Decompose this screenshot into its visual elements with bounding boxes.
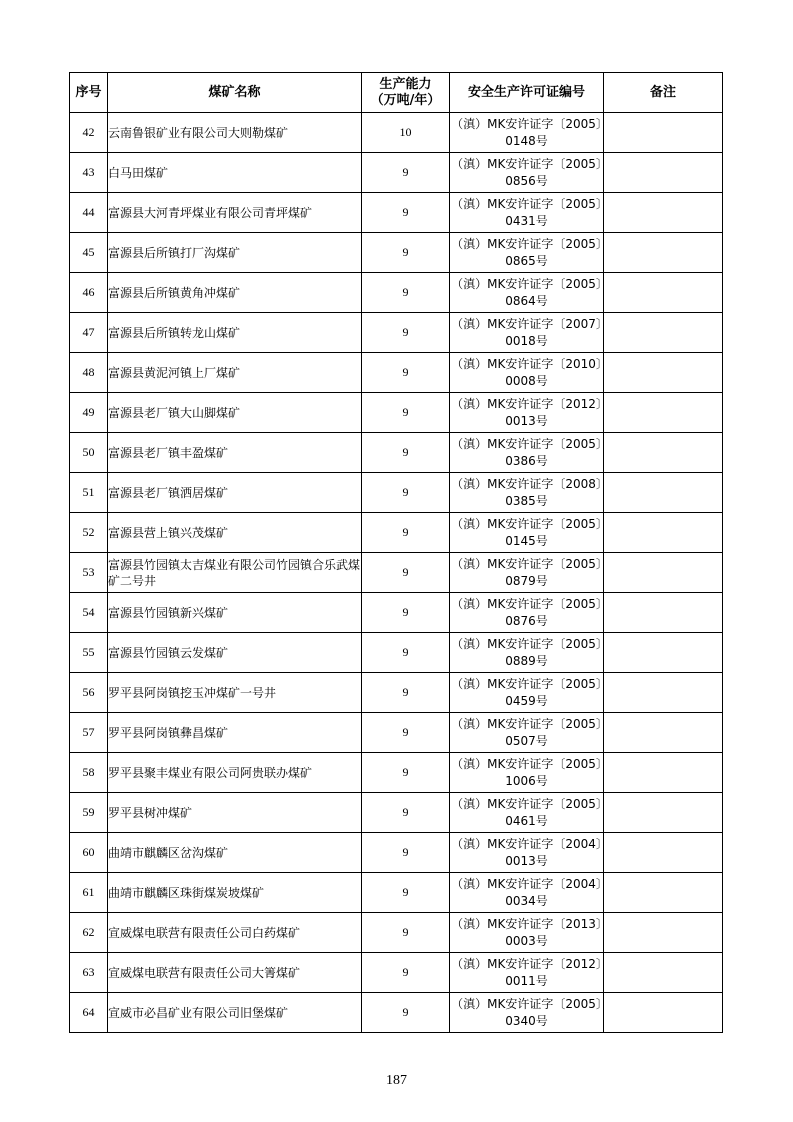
table-row <box>70 873 723 913</box>
cell-mine-name: 云南鲁银矿业有限公司大则勒煤矿 <box>108 113 362 153</box>
cell-mine-name: 罗平县树冲煤矿 <box>108 793 362 833</box>
cell-no: 46 <box>70 273 108 313</box>
cell-no: 53 <box>70 553 108 593</box>
cell-mine-name: 宣威市必昌矿业有限公司旧堡煤矿 <box>108 993 362 1033</box>
cell-no: 64 <box>70 993 108 1033</box>
coal-mine-table <box>69 72 723 1033</box>
cell-note <box>604 113 723 153</box>
cell-mine-name: 罗平县阿岗镇挖玉冲煤矿一号井 <box>108 673 362 713</box>
cell-note <box>604 673 723 713</box>
cell-capacity: 9 <box>362 833 450 873</box>
cell-capacity: 9 <box>362 993 450 1033</box>
cell-mine-name: 富源县黄泥河镇上厂煤矿 <box>108 353 362 393</box>
cell-note <box>604 793 723 833</box>
table-row <box>70 233 723 273</box>
table-row <box>70 473 723 513</box>
cell-note <box>604 553 723 593</box>
cell-capacity: 9 <box>362 713 450 753</box>
table-row <box>70 313 723 353</box>
cell-mine-name: 富源县老厂镇丰盈煤矿 <box>108 433 362 473</box>
cell-no: 55 <box>70 633 108 673</box>
cell-note <box>604 913 723 953</box>
cell-license: （滇）MK安许证字〔2007〕0018号 <box>450 313 604 353</box>
table-row <box>70 593 723 633</box>
cell-mine-name: 富源县竹园镇太吉煤业有限公司竹园镇合乐武煤矿二号井 <box>108 553 362 593</box>
table-row <box>70 513 723 553</box>
table-row <box>70 793 723 833</box>
header-no: 序号 <box>70 73 108 113</box>
cell-license: （滇）MK安许证字〔2005〕1006号 <box>450 753 604 793</box>
cell-license: （滇）MK安许证字〔2013〕0003号 <box>450 913 604 953</box>
cell-license: （滇）MK安许证字〔2005〕0340号 <box>450 993 604 1033</box>
cell-license: （滇）MK安许证字〔2005〕0856号 <box>450 153 604 193</box>
cell-note <box>604 953 723 993</box>
header-capacity: 生产能力（万吨/年） <box>362 73 450 113</box>
cell-note <box>604 593 723 633</box>
cell-capacity: 9 <box>362 153 450 193</box>
cell-license: （滇）MK安许证字〔2005〕0865号 <box>450 233 604 273</box>
cell-note <box>604 393 723 433</box>
cell-capacity: 10 <box>362 113 450 153</box>
cell-capacity: 9 <box>362 433 450 473</box>
cell-no: 58 <box>70 753 108 793</box>
cell-mine-name: 富源县后所镇打厂沟煤矿 <box>108 233 362 273</box>
cell-no: 62 <box>70 913 108 953</box>
cell-mine-name: 富源县竹园镇云发煤矿 <box>108 633 362 673</box>
cell-capacity: 9 <box>362 673 450 713</box>
cell-capacity: 9 <box>362 473 450 513</box>
cell-capacity: 9 <box>362 873 450 913</box>
cell-license: （滇）MK安许证字〔2012〕0013号 <box>450 393 604 433</box>
cell-license: （滇）MK安许证字〔2004〕0013号 <box>450 833 604 873</box>
cell-note <box>604 753 723 793</box>
cell-capacity: 9 <box>362 593 450 633</box>
cell-capacity: 9 <box>362 353 450 393</box>
cell-capacity: 9 <box>362 313 450 353</box>
cell-license: （滇）MK安许证字〔2005〕0879号 <box>450 553 604 593</box>
cell-capacity: 9 <box>362 553 450 593</box>
table-row <box>70 673 723 713</box>
cell-note <box>604 873 723 913</box>
cell-no: 48 <box>70 353 108 393</box>
cell-no: 45 <box>70 233 108 273</box>
cell-capacity: 9 <box>362 793 450 833</box>
cell-license: （滇）MK安许证字〔2008〕0385号 <box>450 473 604 513</box>
cell-mine-name: 曲靖市麒麟区珠街煤炭坡煤矿 <box>108 873 362 913</box>
cell-capacity: 9 <box>362 513 450 553</box>
table-row <box>70 353 723 393</box>
cell-license: （滇）MK安许证字〔2005〕0889号 <box>450 633 604 673</box>
cell-license: （滇）MK安许证字〔2012〕0011号 <box>450 953 604 993</box>
cell-no: 49 <box>70 393 108 433</box>
cell-capacity: 9 <box>362 233 450 273</box>
cell-note <box>604 513 723 553</box>
table-row <box>70 273 723 313</box>
cell-mine-name: 宣威煤电联营有限责任公司大箐煤矿 <box>108 953 362 993</box>
cell-license: （滇）MK安许证字〔2005〕0148号 <box>450 113 604 153</box>
table-row <box>70 553 723 593</box>
cell-no: 50 <box>70 433 108 473</box>
cell-no: 52 <box>70 513 108 553</box>
cell-capacity: 9 <box>362 913 450 953</box>
cell-note <box>604 633 723 673</box>
cell-mine-name: 富源县老厂镇大山脚煤矿 <box>108 393 362 433</box>
cell-license: （滇）MK安许证字〔2005〕0507号 <box>450 713 604 753</box>
table-row <box>70 633 723 673</box>
cell-capacity: 9 <box>362 633 450 673</box>
cell-note <box>604 833 723 873</box>
cell-mine-name: 富源县营上镇兴茂煤矿 <box>108 513 362 553</box>
cell-no: 54 <box>70 593 108 633</box>
cell-license: （滇）MK安许证字〔2005〕0386号 <box>450 433 604 473</box>
cell-license: （滇）MK安许证字〔2004〕0034号 <box>450 873 604 913</box>
cell-note <box>604 993 723 1033</box>
cell-no: 61 <box>70 873 108 913</box>
cell-capacity: 9 <box>362 953 450 993</box>
cell-mine-name: 富源县竹园镇新兴煤矿 <box>108 593 362 633</box>
cell-license: （滇）MK安许证字〔2005〕0431号 <box>450 193 604 233</box>
cell-mine-name: 宣威煤电联营有限责任公司白药煤矿 <box>108 913 362 953</box>
table-row <box>70 433 723 473</box>
cell-no: 51 <box>70 473 108 513</box>
table-row <box>70 393 723 433</box>
cell-mine-name: 罗平县阿岗镇彝昌煤矿 <box>108 713 362 753</box>
cell-no: 60 <box>70 833 108 873</box>
cell-no: 42 <box>70 113 108 153</box>
table-row <box>70 153 723 193</box>
cell-mine-name: 曲靖市麒麟区岔沟煤矿 <box>108 833 362 873</box>
page-number: 187 <box>386 1073 407 1088</box>
cell-no: 59 <box>70 793 108 833</box>
cell-mine-name: 富源县老厂镇洒居煤矿 <box>108 473 362 513</box>
table-row <box>70 993 723 1033</box>
cell-note <box>604 313 723 353</box>
table-row <box>70 913 723 953</box>
cell-note <box>604 273 723 313</box>
cell-capacity: 9 <box>362 273 450 313</box>
cell-mine-name: 白马田煤矿 <box>108 153 362 193</box>
cell-note <box>604 433 723 473</box>
cell-note <box>604 713 723 753</box>
cell-license: （滇）MK安许证字〔2005〕0459号 <box>450 673 604 713</box>
header-note: 备注 <box>604 73 723 113</box>
cell-license: （滇）MK安许证字〔2005〕0461号 <box>450 793 604 833</box>
cell-note <box>604 153 723 193</box>
table-row <box>70 753 723 793</box>
cell-note <box>604 233 723 273</box>
cell-license: （滇）MK安许证字〔2010〕0008号 <box>450 353 604 393</box>
cell-mine-name: 罗平县聚丰煤业有限公司阿贵联办煤矿 <box>108 753 362 793</box>
table-row <box>70 113 723 153</box>
cell-license: （滇）MK安许证字〔2005〕0864号 <box>450 273 604 313</box>
table-row <box>70 833 723 873</box>
table-row <box>70 953 723 993</box>
cell-note <box>604 473 723 513</box>
cell-no: 57 <box>70 713 108 753</box>
cell-note <box>604 193 723 233</box>
cell-note <box>604 353 723 393</box>
cell-license: （滇）MK安许证字〔2005〕0876号 <box>450 593 604 633</box>
cell-mine-name: 富源县后所镇转龙山煤矿 <box>108 313 362 353</box>
table-row <box>70 193 723 233</box>
cell-no: 43 <box>70 153 108 193</box>
cell-capacity: 9 <box>362 193 450 233</box>
cell-capacity: 9 <box>362 393 450 433</box>
cell-capacity: 9 <box>362 753 450 793</box>
cell-no: 56 <box>70 673 108 713</box>
cell-no: 63 <box>70 953 108 993</box>
header-license: 安全生产许可证编号 <box>450 73 604 113</box>
table-header-row <box>70 73 723 113</box>
table-row <box>70 713 723 753</box>
cell-mine-name: 富源县大河青坪煤业有限公司青坪煤矿 <box>108 193 362 233</box>
cell-no: 47 <box>70 313 108 353</box>
cell-license: （滇）MK安许证字〔2005〕0145号 <box>450 513 604 553</box>
header-name: 煤矿名称 <box>108 73 362 113</box>
cell-no: 44 <box>70 193 108 233</box>
cell-mine-name: 富源县后所镇黄角冲煤矿 <box>108 273 362 313</box>
